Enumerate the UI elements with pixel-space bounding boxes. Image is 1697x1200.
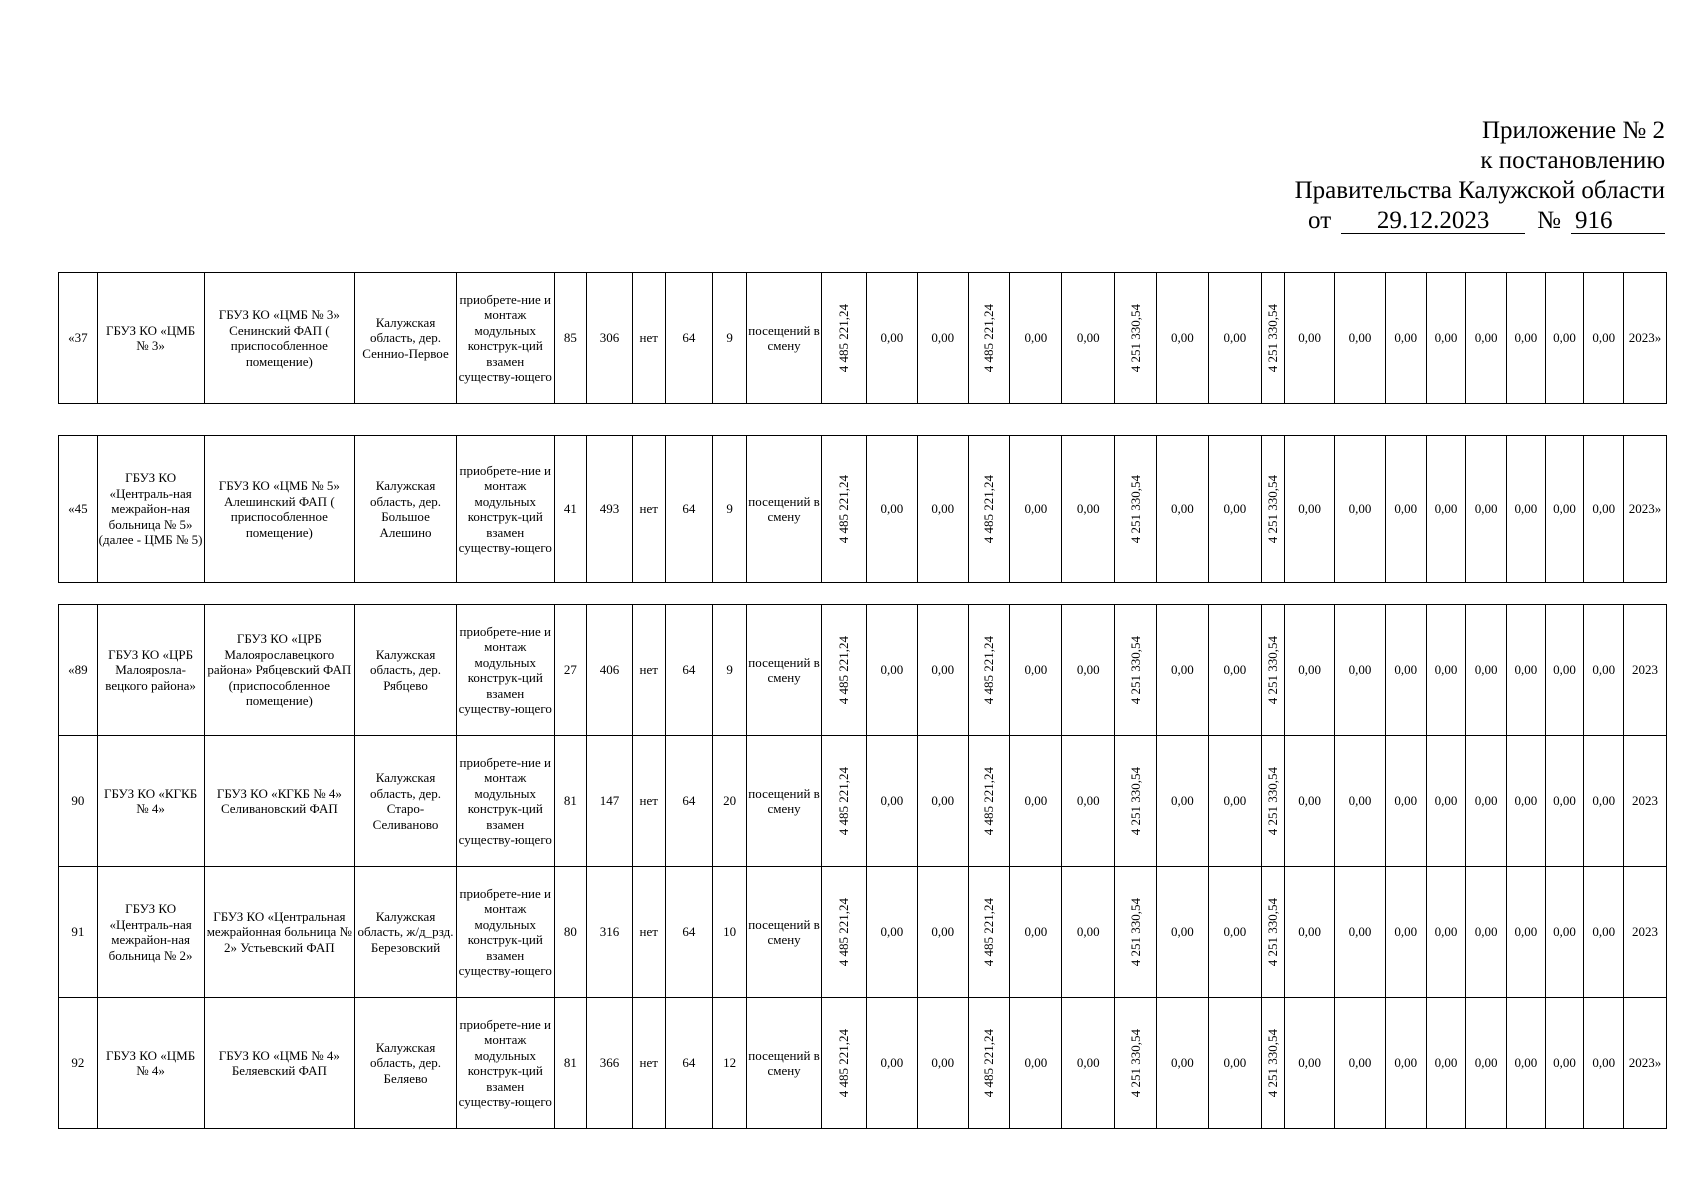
from-label: от [1308,207,1332,234]
count-cell-1: 41 [554,436,587,583]
count-cell-4: 12 [713,998,747,1129]
amount-cell-1 [822,273,867,404]
count-cell-2: 306 [587,273,633,404]
year-cell: 2023 [1624,605,1667,736]
amount-cell-7-text: 4 251 330,54 [1127,474,1143,544]
count-cell-1: 80 [554,867,587,998]
zero-cell-2: 0,00 [1335,605,1386,736]
amount-cell-2: 0,00 [866,436,917,583]
amount-cell-1-text: 4 485 221,24 [836,474,852,544]
organization-cell: ГБУЗ КО «Централь-ная межрайон-ная больница № 2» [97,867,204,998]
amount-cell-4 [968,736,1010,867]
zero-cell-7: 0,00 [1545,867,1584,998]
row-number: «89 [59,605,98,736]
row-number: 90 [59,736,98,867]
zero-cell-5: 0,00 [1466,273,1507,404]
location-cell: Калужская область, дер. Большое Алешино [355,436,457,583]
action-cell: приобрете-ние и монтаж модульных конструк-ций взамен существу-ющего [456,605,554,736]
zero-cell-4: 0,00 [1426,605,1466,736]
table-block-3 [58,604,1667,1129]
action-cell: приобрете-ние и монтаж модульных конструк-ций взамен существу-ющего [456,998,554,1129]
amount-cell-4 [968,273,1010,404]
unit-cell: посещений в смену [746,736,821,867]
amount-cell-6: 0,00 [1062,998,1115,1129]
amount-cell-9: 0,00 [1208,998,1261,1129]
appendix-title: Приложение № 2 [1481,117,1665,144]
year-cell: 2023» [1624,436,1667,583]
count-cell-3: 64 [665,867,713,998]
amount-cell-4-text: 4 485 221,24 [981,635,997,705]
organization-cell: ГБУЗ КО «ЦМБ № 3» [97,273,204,404]
amount-cell-4 [968,436,1010,583]
count-cell-4: 9 [713,436,747,583]
table-row [59,436,1667,583]
object-cell: ГБУЗ КО «ЦМБ № 3» Сенинский ФАП ( приспособленное помещение) [204,273,355,404]
zero-cell-5: 0,00 [1466,736,1507,867]
amount-cell-7 [1115,736,1157,867]
amount-cell-2: 0,00 [866,736,917,867]
zero-cell-4: 0,00 [1426,436,1466,583]
amount-cell-6: 0,00 [1062,605,1115,736]
amount-cell-7-text: 4 251 330,54 [1127,303,1143,373]
count-cell-3: 64 [665,273,713,404]
action-cell: приобрете-ние и монтаж модульных конструк-ций взамен существу-ющего [456,736,554,867]
zero-cell-1: 0,00 [1285,605,1335,736]
count-cell-1: 27 [554,605,587,736]
count-cell-4: 20 [713,736,747,867]
amount-cell-4-text: 4 485 221,24 [981,303,997,373]
action-cell: приобрете-ние и монтаж модульных конструк-ций взамен существу-ющего [456,436,554,583]
row-number: 92 [59,998,98,1129]
flag-cell: нет [632,436,665,583]
location-cell: Калужская область, дер. Старо-Селиваново [355,736,457,867]
amount-cell-1-text: 4 485 221,24 [836,897,852,967]
amount-cell-1 [822,867,867,998]
zero-cell-5: 0,00 [1466,605,1507,736]
zero-cell-1: 0,00 [1285,867,1335,998]
amount-cell-3: 0,00 [917,605,968,736]
amount-cell-9: 0,00 [1208,605,1261,736]
zero-cell-4: 0,00 [1426,736,1466,867]
amount-cell-9: 0,00 [1208,273,1261,404]
zero-cell-4: 0,00 [1426,867,1466,998]
amount-cell-8: 0,00 [1156,998,1208,1129]
count-cell-1: 81 [554,736,587,867]
amount-cell-6: 0,00 [1062,867,1115,998]
count-cell-3: 64 [665,998,713,1129]
amount-cell-10 [1261,736,1284,867]
appendix-authority: Правительства Калужской области [1294,177,1665,204]
zero-cell-7: 0,00 [1545,605,1584,736]
zero-cell-6: 0,00 [1507,605,1546,736]
zero-cell-3: 0,00 [1385,998,1426,1129]
table-row [59,998,1667,1129]
flag-cell: нет [632,273,665,404]
organization-cell: ГБУЗ КО «Централь-ная межрайон-ная больница № 5» (далее - ЦМБ № 5) [97,436,204,583]
zero-cell-6: 0,00 [1507,436,1546,583]
zero-cell-1: 0,00 [1285,273,1335,404]
year-cell: 2023» [1624,998,1667,1129]
object-cell: ГБУЗ КО «КГКБ № 4» Селивановский ФАП [204,736,355,867]
amount-cell-1-text: 4 485 221,24 [836,1028,852,1098]
amount-cell-7 [1115,998,1157,1129]
amount-cell-7 [1115,273,1157,404]
year-cell: 2023» [1624,273,1667,404]
flag-cell: нет [632,867,665,998]
object-cell: ГБУЗ КО «Центральная межрайонная больница № 2» Устьевский ФАП [204,867,355,998]
zero-cell-3: 0,00 [1385,867,1426,998]
action-cell: приобрете-ние и монтаж модульных конструк-ций взамен существу-ющего [456,273,554,404]
zero-cell-6: 0,00 [1507,736,1546,867]
zero-cell-7: 0,00 [1545,436,1584,583]
count-cell-3: 64 [665,605,713,736]
location-cell: Калужская область, ж/д_рзд. Березовский [355,867,457,998]
amount-cell-6: 0,00 [1062,273,1115,404]
amount-cell-10-text: 4 251 330,54 [1265,897,1281,967]
row-number: «45 [59,436,98,583]
table-row [59,867,1667,998]
amount-cell-10-text: 4 251 330,54 [1265,635,1281,705]
amount-cell-5: 0,00 [1010,273,1062,404]
amount-cell-10 [1261,436,1284,583]
zero-cell-8: 0,00 [1584,736,1624,867]
zero-cell-6: 0,00 [1507,867,1546,998]
count-cell-4: 9 [713,605,747,736]
object-cell: ГБУЗ КО «ЦМБ № 5» Алешинский ФАП ( приспособленное помещение) [204,436,355,583]
amount-cell-10 [1261,867,1284,998]
amount-cell-3: 0,00 [917,736,968,867]
object-cell: ГБУЗ КО «ЦРБ Малоярославецкого района» Рябцевский ФАП (приспособленное помещение) [204,605,355,736]
zero-cell-1: 0,00 [1285,736,1335,867]
count-cell-1: 85 [554,273,587,404]
amount-cell-8: 0,00 [1156,736,1208,867]
zero-cell-3: 0,00 [1385,436,1426,583]
amount-cell-1 [822,605,867,736]
appendix-subtitle: к постановлению [1480,147,1665,174]
amount-cell-8: 0,00 [1156,605,1208,736]
decree-date: 29.12.2023 [1341,209,1525,234]
amount-cell-10-text: 4 251 330,54 [1265,474,1281,544]
zero-cell-8: 0,00 [1584,998,1624,1129]
amount-cell-7-text: 4 251 330,54 [1127,897,1143,967]
zero-cell-1: 0,00 [1285,436,1335,583]
zero-cell-6: 0,00 [1507,998,1546,1129]
document-header [1295,116,1665,236]
amount-cell-1-text: 4 485 221,24 [836,635,852,705]
flag-cell: нет [632,605,665,736]
zero-cell-5: 0,00 [1466,436,1507,583]
zero-cell-3: 0,00 [1385,605,1426,736]
zero-cell-8: 0,00 [1584,605,1624,736]
count-cell-4: 9 [713,273,747,404]
amount-cell-1 [822,998,867,1129]
organization-cell: ГБУЗ КО «ЦМБ № 4» [97,998,204,1129]
year-cell: 2023 [1624,867,1667,998]
zero-cell-2: 0,00 [1335,436,1386,583]
zero-cell-1: 0,00 [1285,998,1335,1129]
amount-cell-2: 0,00 [866,605,917,736]
organization-cell: ГБУЗ КО «ЦРБ Малоярosла-вецкого района» [97,605,204,736]
amount-cell-6: 0,00 [1062,436,1115,583]
amount-cell-3: 0,00 [917,998,968,1129]
amount-cell-9: 0,00 [1208,436,1261,583]
count-cell-2: 406 [587,605,633,736]
amount-cell-10 [1261,605,1284,736]
amount-cell-8: 0,00 [1156,436,1208,583]
zero-cell-2: 0,00 [1335,273,1386,404]
zero-cell-5: 0,00 [1466,998,1507,1129]
amount-cell-1-text: 4 485 221,24 [836,766,852,836]
zero-cell-6: 0,00 [1507,273,1546,404]
table-row [59,736,1667,867]
zero-cell-8: 0,00 [1584,867,1624,998]
amount-cell-3: 0,00 [917,867,968,998]
row-number: «37 [59,273,98,404]
zero-cell-5: 0,00 [1466,867,1507,998]
amount-cell-2: 0,00 [866,867,917,998]
organization-cell: ГБУЗ КО «КГКБ № 4» [97,736,204,867]
amount-cell-10 [1261,273,1284,404]
amount-cell-3: 0,00 [917,273,968,404]
zero-cell-3: 0,00 [1385,736,1426,867]
zero-cell-7: 0,00 [1545,273,1584,404]
zero-cell-4: 0,00 [1426,273,1466,404]
count-cell-1: 81 [554,998,587,1129]
count-cell-4: 10 [713,867,747,998]
zero-cell-2: 0,00 [1335,867,1386,998]
location-cell: Калужская область, дер. Сеннио-Первое [355,273,457,404]
amount-cell-7-text: 4 251 330,54 [1127,766,1143,836]
count-cell-3: 64 [665,736,713,867]
amount-cell-4-text: 4 485 221,24 [981,1028,997,1098]
decree-number: 916 [1571,209,1665,234]
zero-cell-8: 0,00 [1584,436,1624,583]
amount-cell-7 [1115,436,1157,583]
unit-cell: посещений в смену [746,605,821,736]
table-row [59,273,1667,404]
zero-cell-7: 0,00 [1545,736,1584,867]
unit-cell: посещений в смену [746,273,821,404]
flag-cell: нет [632,736,665,867]
location-cell: Калужская область, дер. Рябцево [355,605,457,736]
zero-cell-2: 0,00 [1335,736,1386,867]
amount-cell-8: 0,00 [1156,273,1208,404]
count-cell-3: 64 [665,436,713,583]
table-block-2 [58,435,1667,583]
amount-cell-4-text: 4 485 221,24 [981,474,997,544]
amount-cell-1-text: 4 485 221,24 [836,303,852,373]
amount-cell-5: 0,00 [1010,605,1062,736]
location-cell: Калужская область, дер. Беляево [355,998,457,1129]
amount-cell-4 [968,605,1010,736]
amount-cell-10 [1261,998,1284,1129]
action-cell: приобрете-ние и монтаж модульных конструк-ций взамен существу-ющего [456,867,554,998]
amount-cell-7 [1115,605,1157,736]
flag-cell: нет [632,998,665,1129]
decree-reference [1295,206,1665,236]
zero-cell-2: 0,00 [1335,998,1386,1129]
count-cell-2: 366 [587,998,633,1129]
amount-cell-4-text: 4 485 221,24 [981,897,997,967]
amount-cell-10-text: 4 251 330,54 [1265,1028,1281,1098]
count-cell-2: 493 [587,436,633,583]
zero-cell-8: 0,00 [1584,273,1624,404]
amount-cell-5: 0,00 [1010,998,1062,1129]
amount-cell-4-text: 4 485 221,24 [981,766,997,836]
unit-cell: посещений в смену [746,436,821,583]
amount-cell-7 [1115,867,1157,998]
zero-cell-3: 0,00 [1385,273,1426,404]
table-block-1 [58,272,1667,404]
amount-cell-6: 0,00 [1062,736,1115,867]
unit-cell: посещений в смену [746,998,821,1129]
amount-cell-4 [968,867,1010,998]
count-cell-2: 147 [587,736,633,867]
number-label: № [1537,207,1561,234]
amount-cell-3: 0,00 [917,436,968,583]
amount-cell-2: 0,00 [866,273,917,404]
amount-cell-2: 0,00 [866,998,917,1129]
amount-cell-9: 0,00 [1208,867,1261,998]
amount-cell-4 [968,998,1010,1129]
amount-cell-8: 0,00 [1156,867,1208,998]
object-cell: ГБУЗ КО «ЦМБ № 4» Беляевский ФАП [204,998,355,1129]
amount-cell-5: 0,00 [1010,867,1062,998]
row-number: 91 [59,867,98,998]
unit-cell: посещений в смену [746,867,821,998]
table-row [59,605,1667,736]
count-cell-2: 316 [587,867,633,998]
amount-cell-10-text: 4 251 330,54 [1265,303,1281,373]
amount-cell-7-text: 4 251 330,54 [1127,1028,1143,1098]
zero-cell-7: 0,00 [1545,998,1584,1129]
amount-cell-10-text: 4 251 330,54 [1265,766,1281,836]
amount-cell-5: 0,00 [1010,736,1062,867]
amount-cell-9: 0,00 [1208,736,1261,867]
year-cell: 2023 [1624,736,1667,867]
amount-cell-1 [822,736,867,867]
amount-cell-7-text: 4 251 330,54 [1127,635,1143,705]
amount-cell-1 [822,436,867,583]
amount-cell-5: 0,00 [1010,436,1062,583]
zero-cell-4: 0,00 [1426,998,1466,1129]
